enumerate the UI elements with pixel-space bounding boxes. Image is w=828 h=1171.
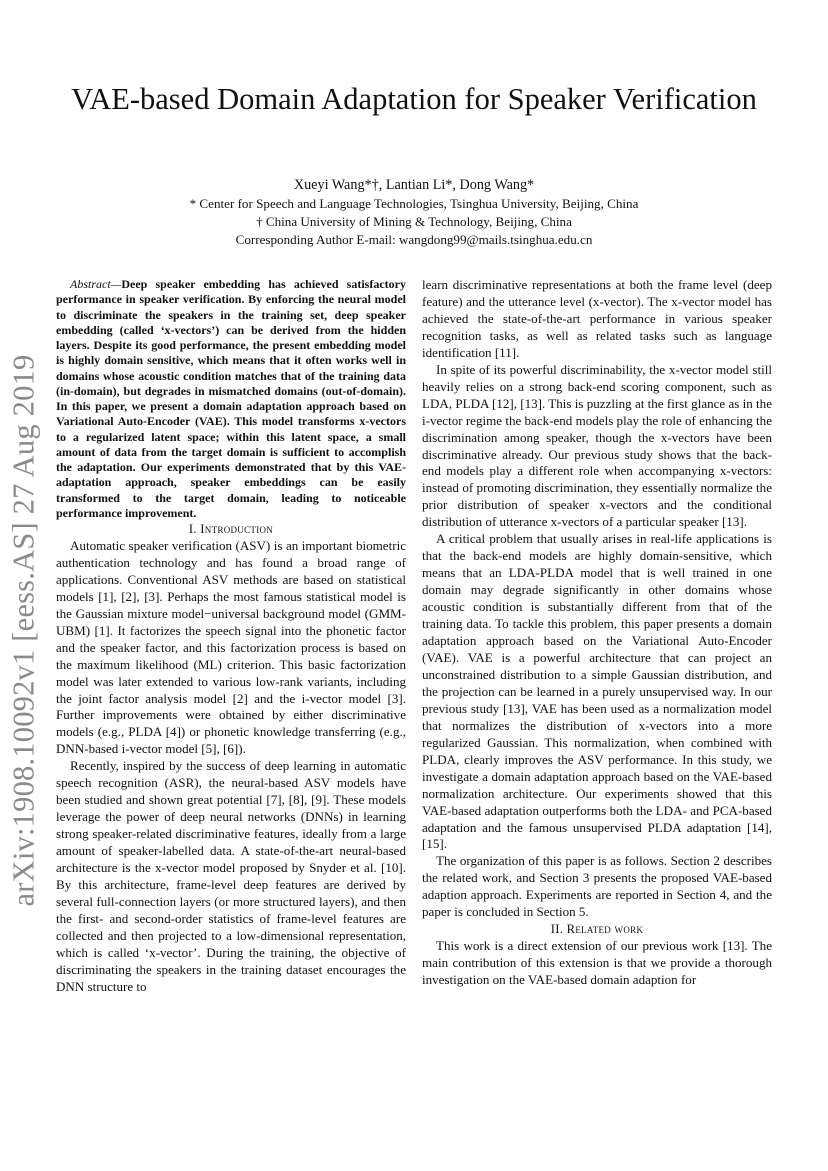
abstract-text: Deep speaker embedding has achieved satisfactory performance in speaker verification. By enforcing the neural model to discriminate the speakers in the training set, deep speaker embedding (called ‘x-vectors’) can be derived from the hidden layers. Despite its good performance, the present embedding model is highly domain sensitive, which means that it often works well in domains whose acoustic condition matches that of the training data (in-domain), but degrades in mismatched domains (out-of-domain). In this paper, we present a domain adaptation approach based on Variational Auto-Encoder (VAE). This model transforms x-vectors to a regularized latent space; within this latent space, a small amount of data from the target domain is sufficient to accomplish the adaptation. Our experiments demonstrated that by this VAE-adaptation approach, speaker embeddings can be easily transformed to the target domain, leading to noticeable performance improvement. bbox=[56, 277, 406, 520]
intro-paragraph-6: The organization of this paper is as follows. Section 2 describes the related work, and Section 3 presents the proposed VAE-based adaption approach. Experiments are reported in Section 4, and the paper is concluded in Section 5. bbox=[422, 853, 772, 920]
intro-paragraph-1: Automatic speaker verification (ASV) is an important biometric authentication technology and has found a broad range of applications. Conventional ASV methods are based on statistical models [1], [2], [3]. Perhaps the most famous statistical model is the Gaussian mixture model−universal background model (GMM-UBM) [1]. It factorizes the speech signal into the phonetic factor and the speaker factor, and this factorization process is based on the maximum likelihood (ML) criterion. This basic factorization model was later extended to various low-rank variants, including the joint factor analysis model [2] and the i-vector model [3]. Further improvements were obtained by either discriminative models (e.g., PLDA [4]) or phonetic knowledge transferring (e.g., DNN-based i-vector model [5], [6]). bbox=[56, 537, 406, 757]
arxiv-stamp: arXiv:1908.10092v1 [eess.AS] 27 Aug 2019 bbox=[6, 354, 41, 906]
section-heading-introduction: I. Introduction bbox=[188, 522, 274, 536]
intro-paragraph-5: A critical problem that usually arises in real-life applications is that the back-end models are highly domain-sensitive, which means that an LDA-PLDA model that is well trained in one domain may degrade significantly in other domains whose acoustic condition is substantially different from that of the training data. To tackle this problem, this paper presents a domain adaptation approach based on the Variational Auto-Encoder (VAE). VAE is a powerful architecture that can project an unconstrained distribution to a simple Gaussian distribution, and the projection can be learned in a purely unsupervised way. In our previous study [13], VAE has been used as a normalization model that normalizes the distribution of x-vectors into a more regularized Gaussian. This normalization, when combined with PLDA, clearly improves the ASV performance. In this study, we investigate a domain adaptation approach based on the VAE-based normalization architecture. Our experiments showed that this VAE-based adaptation outperforms both the LDA- and PCA-based adaptation and the famous unsupervised PLDA adaptation [14], [15]. bbox=[422, 531, 772, 852]
paper-title: VAE-based Domain Adaptation for Speaker Verification bbox=[71, 82, 757, 116]
left-column bbox=[56, 277, 406, 996]
affiliation-1: * Center for Speech and Language Technologies, Tsinghua University, Beijing, China bbox=[189, 196, 639, 211]
affiliation-2: † China University of Mining & Technology, Beijing, China bbox=[256, 213, 572, 229]
author-list: Xueyi Wang*†, Lantian Li*, Dong Wang* bbox=[293, 177, 535, 193]
section-heading-related-work: II. Related work bbox=[550, 922, 644, 937]
abstract bbox=[56, 277, 406, 521]
corresponding-email: Corresponding Author E-mail: wangdong99@mails.tsinghua.edu.cn bbox=[235, 231, 593, 247]
right-column bbox=[422, 277, 772, 989]
intro-paragraph-4: In spite of its powerful discriminability, the x-vector model still heavily relies on a strong back-end scoring component, such as LDA, PLDA [12], [13]. This is puzzling at the first glance as in the i-vector regime the back-end models play the role of enhancing the discrimination among speaker, though the x-vectors have been discriminative already. Our previous study shows that the back-end models play a different role when accompanying x-vectors: instead of promoting discrimination, they essentially normalize the prior distribution of speaker x-vectors and the conditional distribution of utterance x-vectors of a particular speaker [13]. bbox=[422, 361, 772, 530]
intro-paragraph-2: Recently, inspired by the success of deep learning in automatic speech recognition (ASR), the neural-based ASV models have been studied and shown great potential [7], [8], [9]. These models leverage the power of deep neural networks (DNNs) in learning strong speaker-related discriminative features, ideally from a large amount of speaker-labelled data. A state-of-the-art neural-based architecture is the x-vector model proposed by Snyder et al. [10]. By this architecture, frame-level deep features are derived by several full-connection layers (or more structured layers), and then the first- and second-order statistics of frame-level features are collected and then projected to a low-dimensional representation, which is called ‘x-vector’. During the training, the objective of discriminating the speakers in the training dataset encourages the DNN structure to bbox=[56, 758, 406, 994]
abstract-label: Abstract— bbox=[70, 277, 122, 291]
affiliations bbox=[60, 195, 768, 248]
intro-paragraph-3: learn discriminative representations at both the frame level (deep feature) and the utterance level (x-vector). The x-vector model has achieved the state-of-the-art performance in various speaker recognition tasks, as well as related tasks such as language identification [11]. bbox=[422, 277, 772, 360]
related-paragraph-1: This work is a direct extension of our previous work [13]. The main contribution of this extension is that we provide a thorough investigation on the VAE-based domain adaption for bbox=[422, 938, 772, 988]
